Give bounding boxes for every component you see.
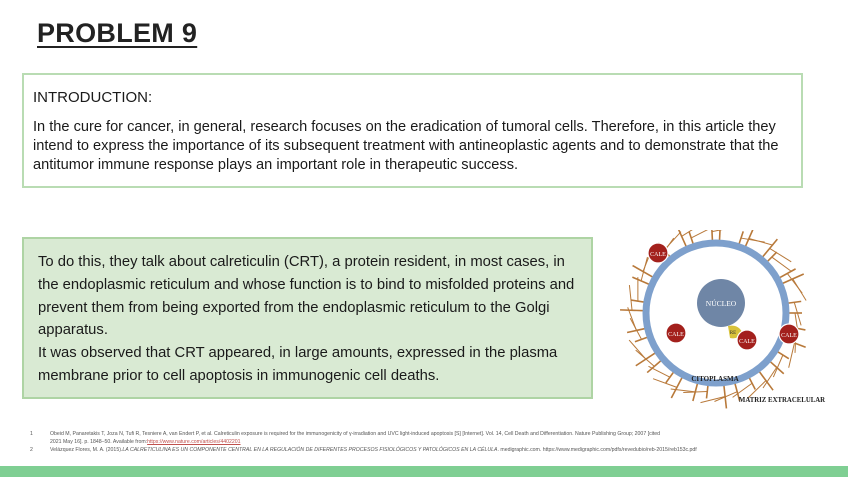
matrix-fiber-branch [653,379,677,388]
matrix-fiber-branch [793,279,806,301]
introduction-box [22,73,803,188]
footnote-number: 2 [30,447,33,453]
footnote-1 [30,430,810,438]
er-label: RE [729,331,737,336]
matrix-fiber [759,371,773,390]
matrix-fiber-branch [749,238,773,245]
footnotes [30,430,810,454]
cale-label-left: CALE [668,332,684,338]
matrix-fiber-branch [700,397,725,403]
footnote-source: . medigraphic.com. https://www.medigraphic.com/pdfs/revedubio/reb-2015/reb153c.pdf [497,447,697,453]
matrix-fiber-branch [748,381,766,399]
footnote-text-continued: 2021 May 16]. p. 1848–50. Available from: [50,439,148,445]
cell-diagram [616,230,836,410]
matrix-fiber-branch [789,343,795,368]
nucleus-label: NÚCLEO [705,299,737,308]
matrix-fiber [632,277,649,284]
matrix-fiber-branch [629,285,632,310]
matrix-fiber [677,230,687,247]
bottom-accent-bar [0,466,848,477]
introduction-heading: INTRODUCTION: [33,89,153,106]
cale-label-right: CALE [781,333,797,339]
cale-label-top: CALE [650,252,666,258]
matrix-fiber [719,230,720,241]
matrix-fiber [777,351,789,358]
matrix-fiber-branch [712,230,736,232]
calreticulin-box [22,237,593,399]
footnote-article-title: LA CALRETICULINA ES UN COMPONENTE CENTRAL EN LA REGULACIÓN DE DIFERENTES PROCESOS FISIOLÓGICOS Y PATOLÓGICOS EN LA CÉLULA [122,447,498,453]
footnote-1-continued [30,438,810,446]
extracellular-matrix-label: MATRIZ EXTRACELULAR [738,397,826,404]
matrix-fiber-branch [691,230,712,238]
page-title: PROBLEM 9 [37,18,198,48]
calreticulin-text: To do this, they talk about calreticulin (CRT), a protein resident, in most cases, in the endoplasmic reticulum and whose function is to bind to misfolded proteins and prevent them from being exported from the endoplasmic reticulum to the Golgi apparatus. It was observed that CRT appeared, in large amounts, expressed in the plasma membrane prior to cell apoptosis in immunogenic cell deaths. [38,254,575,384]
footnote-text: Obeid M, Panaretakis T, Joza N, Tufi R, Tesniere A, van Endert P, et al. Calreticulin exposure is required for the immunogenicity of γ-irradiation and UVC light-induced apoptosis [S] [Internet]. Vol. 14, Cell Death and Differentiation. Nature Publishing Group; 2007 [cited [50,431,661,437]
footnote-author: Velázquez Flores, M. A. (2015). [50,447,123,453]
footnote-number: 1 [30,431,33,437]
introduction-text: In the cure for cancer, in general, research focuses on the eradication of tumoral cells. Therefore, in this article they intend to express the importance of its subsequent treatment with antineoplastic agents and to demonstrate that the antitumor immune response plays an important role in therapeutic success. [33,119,779,173]
cytoplasm-label: CITOPLASMA [691,375,739,383]
footnote-2 [30,446,810,454]
matrix-fiber [636,353,656,366]
footnote-link[interactable]: https://www.nature.com/articles/4402201 [147,439,241,445]
cale-label-center: CALE [739,339,755,345]
matrix-fiber-branch [629,340,646,359]
